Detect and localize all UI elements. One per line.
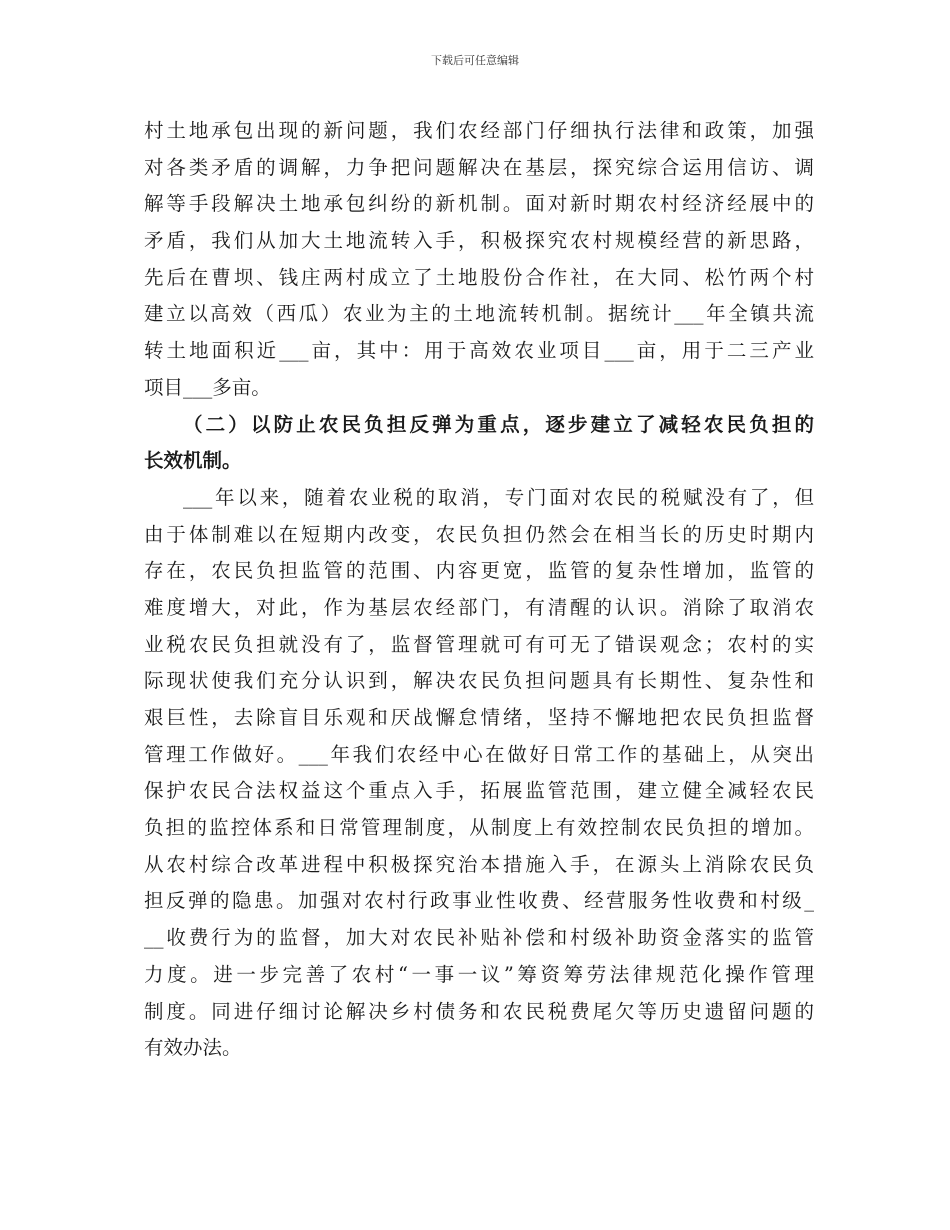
text-line: 先后在曹坝、钱庄两村成立了土地股份合作社，在大同、松竹两个村 — [144, 265, 814, 289]
text-line: 际现状使我们充分认识到，解决农民负担问题具有长期性、复杂性和 — [144, 669, 814, 693]
text-line: 担反弹的隐患。加强对农村行政事业性收费、经营服务性收费和村级_ — [144, 889, 814, 913]
text-line: 解等手段解决土地承包纠纷的新机制。面对新时期农村经济经展中的 — [144, 192, 814, 216]
text-line: __收费行为的监督，加大对农民补贴补偿和村级补助资金落实的监管 — [144, 926, 814, 950]
text-line: 艰巨性，去除盲目乐观和厌战懈怠情绪，坚持不懈地把农民负担监督 — [144, 706, 814, 729]
document-body — [144, 113, 814, 1067]
text-line: 保护农民合法权益这个重点入手，拓展监管范围，建立健全减轻农民 — [144, 779, 814, 803]
text-line: 负担的监控体系和日常管理制度，从制度上有效控制农民负担的增加。 — [144, 816, 814, 840]
text-line: 由于体制难以在短期内改变，农民负担仍然会在相当长的历史时期内 — [144, 522, 814, 546]
text-line: 业税农民负担就没有了，监督管理就可有可无了错误观念；农村的实 — [144, 632, 814, 656]
text-line: 管理工作做好。___年我们农经中心在做好日常工作的基础上，从突出 — [144, 742, 814, 766]
section-heading: （二）以防止农民负担反弹为重点，逐步建立了减轻农民负担的 — [183, 412, 814, 436]
text-line: 有效办法。 — [144, 1036, 242, 1060]
text-line: 对各类矛盾的调解，力争把问题解决在基层，探究综合运用信访、调 — [144, 155, 814, 179]
text-line: ___年以来，随着农业税的取消，专门面对农民的税赋没有了，但 — [183, 485, 814, 509]
text-line: 村土地承包出现的新问题，我们农经部门仔细执行法律和政策，加强 — [144, 119, 814, 142]
text-line: 转土地面积近___亩，其中：用于高效农业项目___亩，用于二三产业 — [144, 339, 814, 363]
section-heading: 长效机制。 — [144, 449, 242, 473]
text-line: 存在，农民负担监管的范围、内容更宽，监管的复杂性增加，监管的 — [144, 559, 814, 583]
page-header-note: 下载后可任意编辑 — [431, 54, 519, 67]
text-line: 难度增大，对此，作为基层农经部门，有清醒的认识。消除了取消农 — [144, 595, 814, 619]
text-line: 力度。进一步完善了农村“一事一议”筹资筹劳法律规范化操作管理 — [144, 962, 814, 986]
text-line: 矛盾，我们从加大土地流转入手，积极探究农村规模经营的新思路， — [144, 229, 814, 253]
text-line: 项目___多亩。 — [144, 375, 271, 399]
text-line: 从农村综合改革进程中积极探究治本措施入手，在源头上消除农民负 — [144, 852, 814, 876]
text-line: 建立以高效（西瓜）农业为主的土地流转机制。据统计___年全镇共流 — [144, 302, 814, 326]
text-line: 制度。同进仔细讨论解决乡村债务和农民税费尾欠等历史遗留问题的 — [144, 999, 814, 1023]
